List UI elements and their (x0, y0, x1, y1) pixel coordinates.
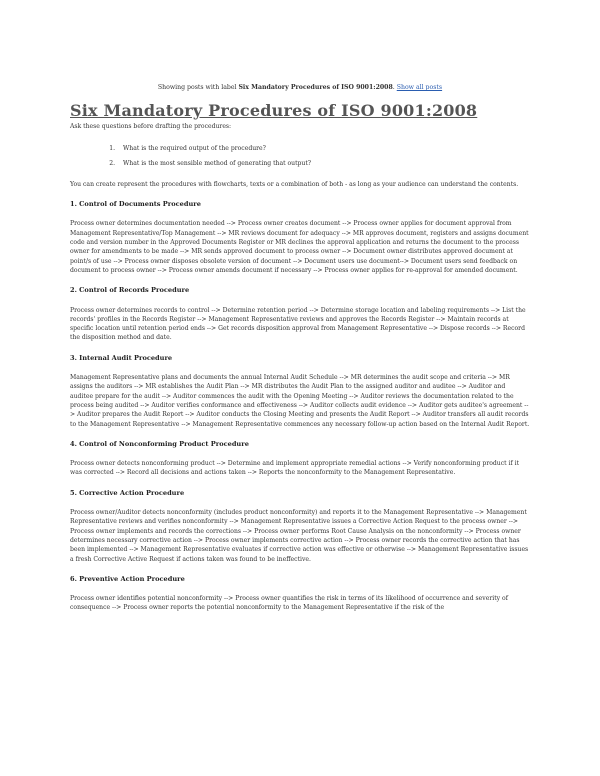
post-intro: Ask these questions before drafting the procedures: (70, 123, 232, 130)
section-heading: 2. Control of Records Procedure (70, 286, 190, 295)
section-body: Process owner determines documentation needed --> Process owner creates document --> Process owner applies for document approval from Management Representative/Top Management --> MR reviews document for adequacy --> MR approves document, registers and assigns document code and version number in the Approved Documents Register or MR declines the approval application and returns the document to the process owner for amendments to be made --> MR sends approved document to process owner --> Document owner distributes approved document at point/s of use --> Process owner disposes obsolete version of document --> Document users use document--> Document users send feedback on document to process owner --> Process owner amends document if necessary --> Process owner applies for re-approval for amended document. (70, 220, 529, 274)
post-paragraph: You can create represent the procedures with flowcharts, texts or a combination of both - as long as your audience can understand the contents. (70, 180, 519, 188)
section-heading: 1. Control of Documents Procedure (70, 200, 201, 209)
label-filter-bar (0, 84, 600, 91)
section-body: Process owner/Auditor detects nonconformity (includes product nonconformity) and reports it to the Management Representative --> Management Representative reviews and verifies nonconformity --> Management Representative issues a Corrective Action Request to the process owner --> Process owner implements and records the corrections --> Process owner performs Root Cause Analysis on the nonconformity --> Process owner determines necessary corrective action --> Process owner implements corrective action --> Process owner records the corrective action that has been implemented --> Management Representative evaluates if corrective action was effective or otherwise --> Management Representative issues a fresh Corrective Active Request if actions taken was found to be ineffective. (70, 509, 529, 563)
post-body (70, 122, 530, 620)
post-title[interactable]: Six Mandatory Procedures of ISO 9001:2008 (70, 101, 478, 120)
section-body: Process owner detects nonconforming product --> Determine and implement appropriate remedial actions --> Verify nonconforming product if it was corrected --> Record all decisions and actions taken --> Reports the nonconformity to the Management Representative. (70, 460, 520, 477)
show-all-posts-link[interactable]: Show all posts (396, 84, 443, 91)
label-prefix: Showing posts with label (157, 84, 239, 91)
section-heading: 4. Control of Nonconforming Product Procedure (70, 439, 249, 448)
section-heading: 3. Internal Audit Procedure (70, 353, 173, 362)
list-item: 1. What is the required output of the procedure? (117, 144, 530, 153)
section-body: Management Representative plans and documents the annual Internal Audit Schedule --> MR determines the audit scope and criteria --> MR assigns the auditors --> MR establishes the Audit Plan --> MR distributes the Audit Plan to the assigned auditor and auditee --> Auditor and auditee prepare for the audit --> Auditor commences the audit with the Opening Meeting --> Auditor reviews the documentation related to the process being audited --> Auditor verifies conformance and effectiveness --> Auditor collects audit evidence --> Auditor gets auditee's agreement --> Auditor prepares the Audit Report --> Auditor conducts the Closing Meeting and presents the Audit Report --> Auditor transfers all audit records to the Management Representative --> Management Representative commences any necessary follow-up action based on the Internal Audit Report. (70, 374, 530, 428)
list-item: 2. What is the most sensible method of generating that output? (117, 159, 530, 168)
label-name: Six Mandatory Procedures of ISO 9001:2008 (238, 84, 393, 91)
section-body: Process owner determines records to control --> Determine retention period --> Determine storage location and labeling requirements --> List the records' profiles in the Records Register --> Management Representative reviews and approves the Records Register --> Maintain records at specific location until retention period ends --> Get records disposition approval from Management Representative --> Dispose records --> Record the disposition method and date. (70, 306, 526, 342)
section-heading: 5. Corrective Action Procedure (70, 488, 185, 497)
label-suffix: . (392, 84, 397, 91)
section-heading: 6. Preventive Action Procedure (70, 574, 185, 583)
questions-list (70, 144, 530, 168)
section-body: Process owner identifies potential nonconformity --> Process owner quantifies the risk in terms of its likelihood of occurrence and severity of consequence --> Process owner reports the potential nonconformity to the Management Representative if the risk of the (70, 595, 508, 612)
